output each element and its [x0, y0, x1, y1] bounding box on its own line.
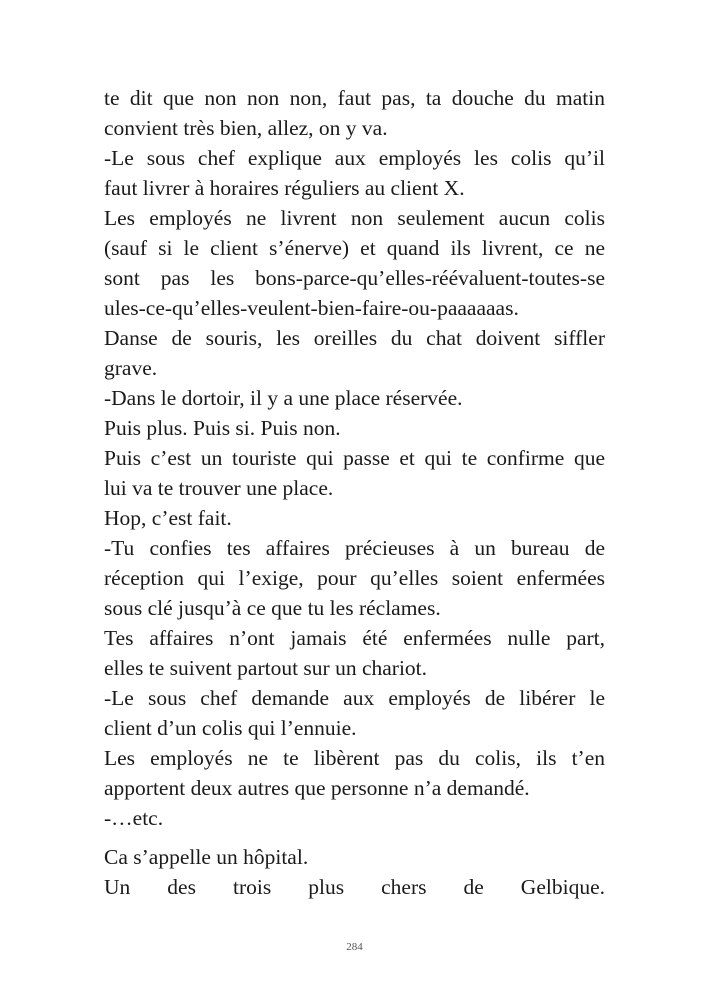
closing-line: Ca s’appelle un hôpital.: [104, 845, 309, 869]
text-line: grave.: [104, 356, 158, 380]
text-line: lui va te trouver une place.: [104, 476, 334, 500]
text-line: te dit que non non non, faut pas, ta douche du matin: [104, 86, 605, 110]
text-line: réception qui l’exige, pour qu’elles soient enfermées: [104, 566, 605, 590]
page-number: 284: [346, 941, 363, 953]
text-line: -Tu confies tes affaires précieuses à un bureau de: [104, 536, 605, 560]
text-line: Les employés ne te libèrent pas du colis, ils t’en: [104, 746, 605, 770]
text-line: sous clé jusqu’à ce que tu les réclames.: [104, 596, 441, 620]
text-line: convient très bien, allez, on y va.: [104, 116, 388, 140]
text-line: -Le sous chef demande aux employés de libérer le: [104, 686, 605, 710]
text-line: Puis c’est un touriste qui passe et qui te confirme que: [104, 446, 605, 470]
text-line: faut livrer à horaires réguliers au client X.: [104, 176, 465, 200]
text-line: apportent deux autres que personne n’a demandé.: [104, 776, 530, 800]
text-line: sont pas les bons-parce-qu’elles-réévaluent-toutes-se: [104, 266, 605, 290]
text-line: ules-ce-qu’elles-veulent-bien-faire-ou-paaaaaas.: [104, 296, 519, 320]
text-line: Hop, c’est fait.: [104, 506, 232, 530]
text-line: Puis plus. Puis si. Puis non.: [104, 416, 341, 440]
text-line: Les employés ne livrent non seulement aucun colis: [104, 206, 605, 230]
text-line: Danse de souris, les oreilles du chat doivent siffler: [104, 326, 605, 350]
closing-line: Un des trois plus chers de Gelbique.: [104, 875, 605, 899]
paragraph-gap: [104, 833, 605, 842]
text-line: -Dans le dortoir, il y a une place réservée.: [104, 386, 463, 410]
text-line: elles te suivent partout sur un chariot.: [104, 656, 428, 680]
text-line: client d’un colis qui l’ennuie.: [104, 716, 357, 740]
text-line: -…etc.: [104, 806, 164, 830]
text-line: (sauf si le client s’énerve) et quand ils livrent, ce ne: [104, 236, 605, 260]
text-line: Tes affaires n’ont jamais été enfermées nulle part,: [104, 626, 605, 650]
body-text: [104, 83, 605, 902]
text-line: -Le sous chef explique aux employés les colis qu’il: [104, 146, 605, 170]
